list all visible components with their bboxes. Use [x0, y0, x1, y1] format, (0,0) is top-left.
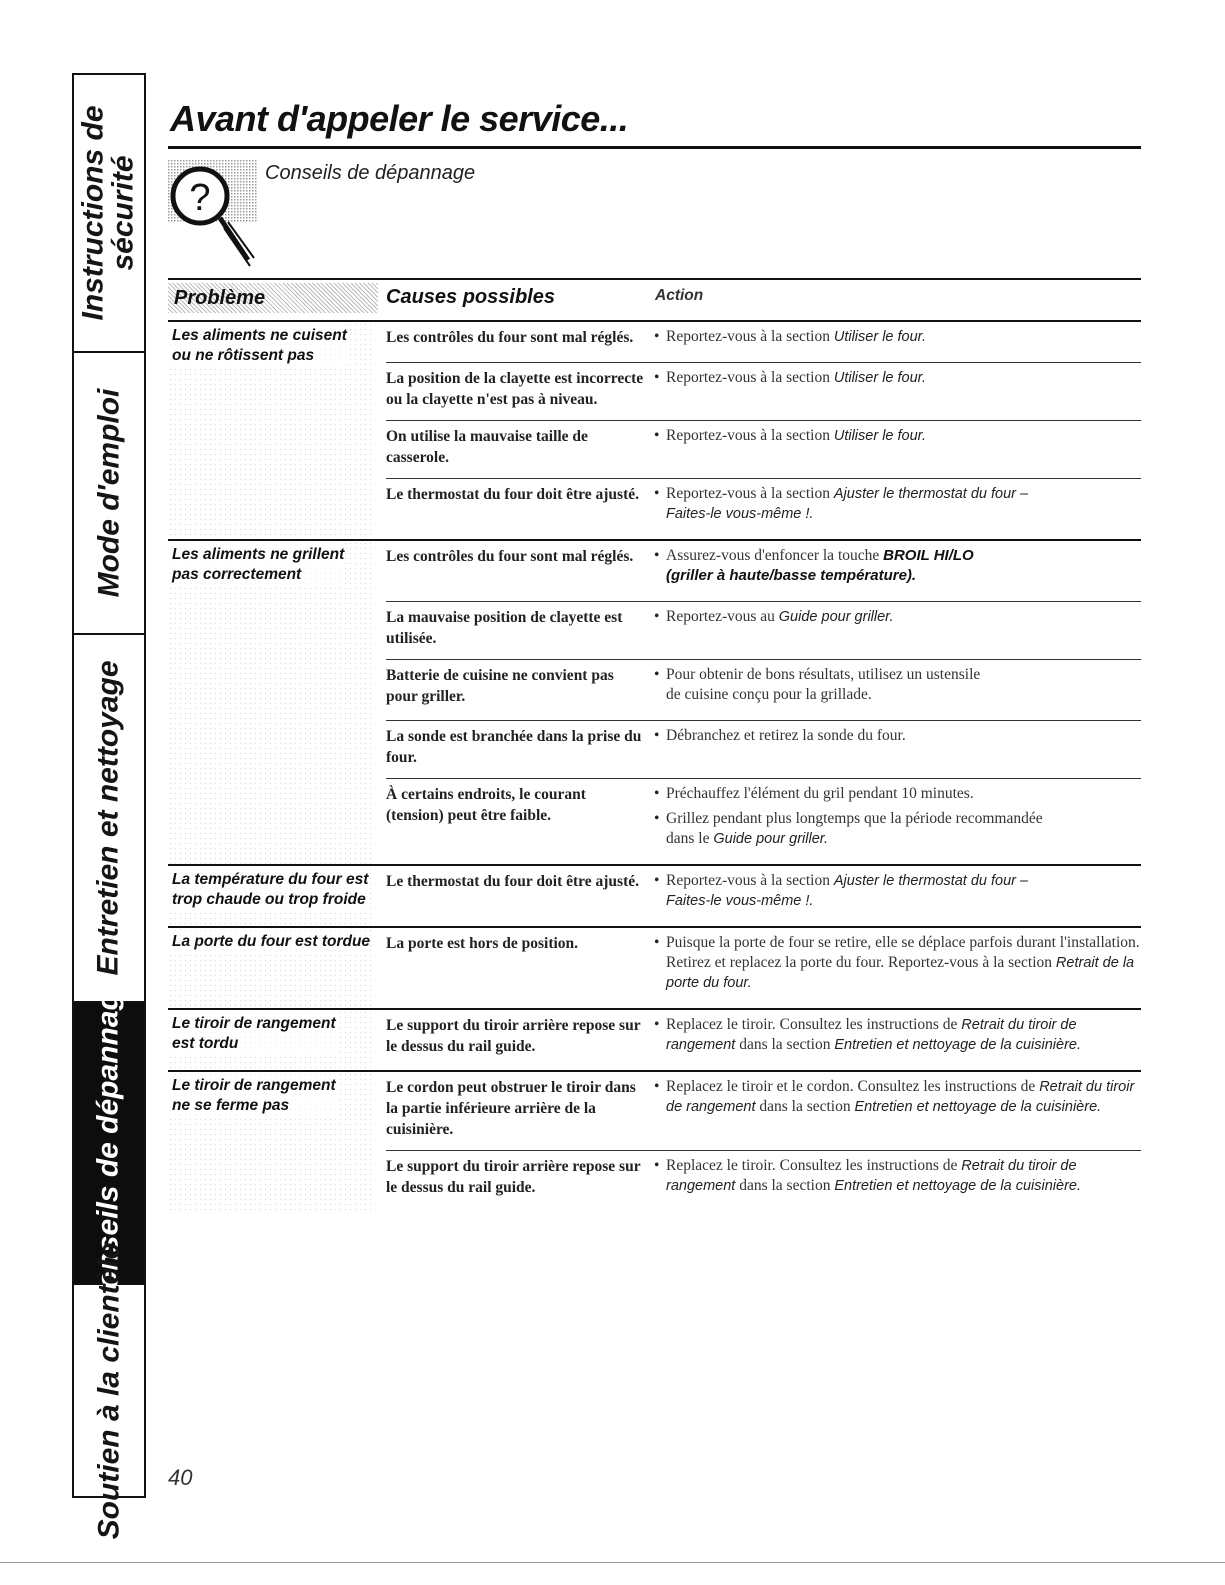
- problem-line: pas correctement: [172, 566, 302, 583]
- problem-text: [168, 541, 344, 585]
- tab-label-line: sécurité: [107, 155, 140, 271]
- cause-text: La mauvaise position de clayette est utilisée.: [386, 609, 623, 647]
- section-reference: Entretien et nettoyage de la cuisinière.: [854, 1099, 1102, 1115]
- section-reference: Faites-le vous-même !.: [666, 506, 814, 522]
- action-span: dans la section: [755, 1098, 855, 1115]
- cause-text: On utilise la mauvaise taille de casserole.: [386, 428, 588, 466]
- action-text: [654, 1077, 1141, 1140]
- action-text: [654, 933, 1141, 998]
- action-span: Reportez-vous à la section: [666, 485, 834, 502]
- action-span: de cuisine conçu pour la grillade.: [666, 686, 872, 703]
- page-title: Avant d'appeler le service...: [170, 98, 629, 139]
- control-key-label: BROIL HI/LO: [883, 547, 974, 564]
- problem-line: trop chaude ou trop froide: [172, 891, 366, 908]
- problem-cell: [168, 928, 373, 1008]
- table-row: [386, 1072, 1141, 1150]
- action-text: [654, 1015, 1141, 1060]
- problem-line: La porte du four est tordue: [172, 933, 371, 950]
- action-span: dans la section: [735, 1036, 835, 1053]
- table-row: [386, 1150, 1141, 1211]
- problem-group: [168, 928, 1141, 1010]
- action-text: [654, 327, 1141, 352]
- action-span: Débranchez et retirez la sonde du four.: [666, 727, 906, 744]
- column-header-causes: Causes possibles: [386, 286, 555, 308]
- action-text: [654, 426, 1141, 468]
- section-reference: Ajuster le thermostat du four –: [833, 873, 1029, 889]
- cause-text: Le thermostat du four doit être ajusté.: [386, 873, 639, 890]
- section-reference: Retrait du tiroir de rangement: [666, 1158, 1077, 1194]
- question-magnifier-icon: [168, 160, 258, 272]
- section-reference: Entretien et nettoyage de la cuisinière.: [834, 1037, 1081, 1053]
- action-text: [654, 784, 1141, 854]
- tab-label: Conseils de dépannage: [92, 975, 125, 1311]
- table-row: [386, 928, 1141, 1008]
- table-row: [386, 362, 1141, 420]
- section-reference: Utiliser le four.: [833, 428, 926, 444]
- table-header: [168, 278, 1141, 322]
- tab-safety-instructions[interactable]: [74, 75, 144, 353]
- table-row: [386, 478, 1141, 539]
- action-text: [654, 484, 1141, 529]
- page-number: 40: [168, 1465, 193, 1490]
- tab-label: Entretien et nettoyage: [92, 660, 125, 976]
- problem-group: [168, 1010, 1141, 1072]
- problem-cell: [168, 866, 373, 926]
- section-reference: Utiliser le four.: [833, 370, 926, 386]
- problem-cell: [168, 1010, 373, 1070]
- table-row: [386, 659, 1141, 720]
- cause-text: Les contrôles du four sont mal réglés.: [386, 548, 634, 565]
- tab-label: Soutien à la clientèle: [92, 1242, 126, 1539]
- section-reference: Retrait de la porte du four.: [666, 955, 1135, 991]
- problem-text: [168, 1010, 336, 1054]
- cause-text: La position de la clayette est incorrecte ou la clayette n'est pas à niveau.: [386, 370, 644, 408]
- title-divider: [168, 146, 1141, 149]
- cause-text: À certains endroits, le courant (tension) peut être faible.: [386, 786, 586, 824]
- cause-text: La sonde est branchée dans la prise du four.: [386, 728, 642, 766]
- action-span: Reportez-vous à la section: [666, 872, 834, 889]
- tab-label: [79, 105, 139, 320]
- table-row: [386, 601, 1141, 659]
- action-text: [654, 871, 1141, 916]
- action-span: Grillez pendant plus longtemps que la période recommandée: [666, 810, 1043, 827]
- troubleshooting-table: [168, 278, 1141, 1211]
- cause-text: Le thermostat du four doit être ajusté.: [386, 486, 639, 503]
- page-subtitle: Conseils de dépannage: [265, 162, 476, 184]
- section-reference: Utiliser le four.: [833, 329, 926, 345]
- action-span: Reportez-vous à la section: [666, 369, 834, 386]
- table-row: [386, 541, 1141, 601]
- cause-text: Le support du tiroir arrière repose sur le dessus du rail guide.: [386, 1017, 641, 1055]
- cause-text: Le support du tiroir arrière repose sur le dessus du rail guide.: [386, 1158, 641, 1196]
- problem-line: ou ne rôtissent pas: [172, 347, 315, 364]
- problem-text: [168, 866, 368, 910]
- section-reference: Retrait du tiroir de rangement: [666, 1079, 1135, 1115]
- cause-text: Les contrôles du four sont mal réglés.: [386, 329, 634, 346]
- problem-line: La température du four est: [172, 871, 369, 888]
- action-span: dans la section: [735, 1177, 835, 1194]
- table-row: [386, 778, 1141, 864]
- action-span: Reportez-vous au: [666, 608, 779, 625]
- column-header-action: Action: [655, 287, 704, 304]
- problem-line: Les aliments ne grillent: [172, 546, 345, 563]
- action-span: Puisque la porte de four se retire, elle se déplace parfois durant l'installation. Retirez et replacez la porte du four. Reportez-vous à la section: [666, 934, 1140, 971]
- cause-text: La porte est hors de position.: [386, 935, 579, 952]
- svg-text:?: ?: [189, 177, 211, 219]
- tab-consumer-support[interactable]: [74, 1242, 144, 1539]
- section-reference: Guide pour griller.: [713, 831, 829, 847]
- section-reference: Ajuster le thermostat du four –: [833, 486, 1029, 502]
- problem-line: est tordu: [172, 1035, 239, 1052]
- cause-text: Batterie de cuisine ne convient pas pour griller.: [386, 667, 614, 705]
- problem-text: [168, 1072, 336, 1116]
- problem-line: Les aliments ne cuisent: [172, 327, 347, 344]
- problem-text: [168, 928, 370, 952]
- section-reference: Entretien et nettoyage de la cuisinière.: [834, 1178, 1081, 1194]
- action-span: Reportez-vous à la section: [666, 427, 834, 444]
- problem-group: [168, 541, 1141, 866]
- section-reference: Retrait du tiroir de rangement: [666, 1017, 1077, 1053]
- table-row: [386, 866, 1141, 926]
- action-span: Replacez le tiroir. Consultez les instructions de: [666, 1157, 962, 1174]
- table-row: [386, 1010, 1141, 1070]
- action-span: Pour obtenir de bons résultats, utilisez un ustensile: [666, 666, 981, 683]
- problem-text: [168, 322, 347, 366]
- problem-cell: [168, 322, 373, 539]
- problem-cell: [168, 1072, 373, 1211]
- problem-group: [168, 866, 1141, 928]
- action-span: dans le: [666, 830, 714, 847]
- problem-line: Le tiroir de rangement: [172, 1077, 336, 1094]
- tab-care-and-cleaning[interactable]: [74, 635, 144, 1003]
- tab-label: Mode d'emploi: [92, 388, 125, 598]
- section-reference: Guide pour griller.: [778, 609, 894, 625]
- action-text: [654, 546, 1141, 591]
- table-row: [386, 720, 1141, 778]
- control-key-label: (griller à haute/basse température).: [666, 567, 917, 584]
- action-span: Assurez-vous d'enfoncer la touche: [666, 547, 884, 564]
- action-text: [654, 726, 1141, 768]
- tab-label-line: Instructions de: [77, 105, 110, 321]
- action-span: Préchauffez l'élément du gril pendant 10 minutes.: [666, 785, 974, 802]
- action-text: [654, 607, 1141, 649]
- action-span: Reportez-vous à la section: [666, 328, 834, 345]
- action-span: Replacez le tiroir et le cordon. Consultez les instructions de: [666, 1078, 1040, 1095]
- table-row: [386, 420, 1141, 478]
- problem-line: ne se ferme pas: [172, 1097, 290, 1114]
- section-reference: Faites-le vous-même !.: [666, 893, 814, 909]
- column-header-problem: Problème: [168, 283, 378, 313]
- problem-cell: [168, 541, 373, 864]
- table-row: [386, 322, 1141, 362]
- problem-group: [168, 1072, 1141, 1211]
- problem-line: Le tiroir de rangement: [172, 1015, 336, 1032]
- tab-operating-instructions[interactable]: [74, 353, 144, 635]
- action-text: [654, 368, 1141, 410]
- cause-text: Le cordon peut obstruer le tiroir dans la partie inférieure arrière de la cuisinière.: [386, 1079, 636, 1138]
- bottom-divider: [0, 1562, 1225, 1563]
- action-span: Replacez le tiroir. Consultez les instructions de: [666, 1016, 962, 1033]
- problem-group: [168, 322, 1141, 541]
- action-text: [654, 1156, 1141, 1201]
- action-text: [654, 665, 1141, 710]
- section-tabs: [72, 73, 146, 1539]
